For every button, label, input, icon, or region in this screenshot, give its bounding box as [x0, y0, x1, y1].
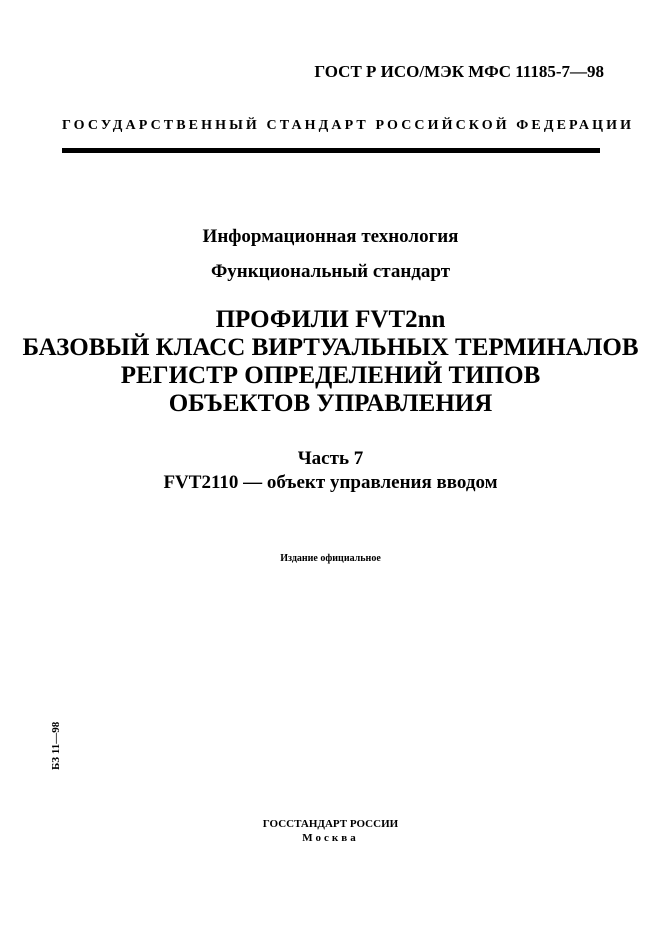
standard-code: ГОСТ Р ИСО/МЭК МФС 11185-7—98 — [314, 62, 604, 81]
side-mark: БЗ 11—98 — [50, 721, 62, 770]
part-title: FVT2110 — объект управления вводом — [163, 472, 498, 493]
part-number: Часть 7 — [297, 448, 364, 469]
document-title — [0, 306, 661, 418]
title-line: БАЗОВЫЙ КЛАСС ВИРТУАЛЬНЫХ ТЕРМИНАЛОВ — [22, 334, 639, 361]
organization-heading: ГОСУДАРСТВЕННЫЙ СТАНДАРТ РОССИЙСКОЙ ФЕДЕРАЦИИ — [62, 118, 635, 133]
title-line: ПРОФИЛИ FVT2nn — [215, 306, 446, 333]
publisher: ГОССТАНДАРТ РОССИИ — [262, 818, 399, 830]
subject-heading: Информационная технология — [202, 226, 459, 247]
edition-label: Издание официальное — [280, 553, 381, 564]
title-line: ОБЪЕКТОВ УПРАВЛЕНИЯ — [168, 390, 493, 417]
title-line: РЕГИСТР ОПРЕДЕЛЕНИЙ ТИПОВ — [120, 362, 541, 389]
publisher-city: Москва — [302, 832, 359, 844]
horizontal-rule — [62, 148, 600, 153]
kind-heading: Функциональный стандарт — [210, 261, 451, 282]
